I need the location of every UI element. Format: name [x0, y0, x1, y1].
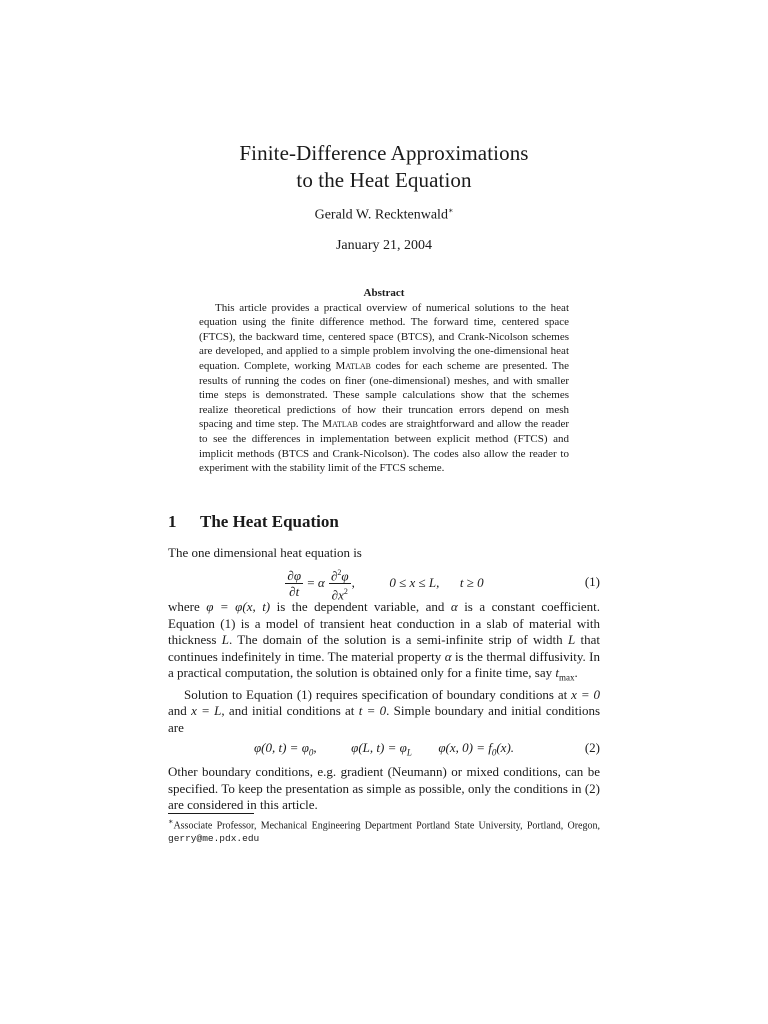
- p2-t0: t = 0: [358, 703, 387, 719]
- abstract: [199, 286, 569, 476]
- p1-tmax-sub: max: [559, 672, 575, 683]
- p1-b: is the dependent variable, and: [270, 599, 451, 614]
- paragraph-3: [168, 764, 600, 814]
- abstract-matlab-1: Matlab: [335, 359, 371, 372]
- equation-1: [168, 565, 600, 601]
- section-heading: [168, 512, 339, 532]
- author-line: [0, 206, 768, 224]
- abstract-body: [199, 301, 569, 476]
- p2-b: and: [168, 703, 192, 719]
- p2-a: Solution to Equation (1) requires specification of boundary conditions at: [184, 686, 572, 702]
- eq2-sub-2: L: [406, 747, 412, 758]
- footnote-rule: [168, 813, 254, 814]
- author-footnote-mark: ∗: [447, 206, 454, 215]
- p2-xL: x = L: [191, 703, 222, 719]
- equation-2-number: (2): [584, 740, 600, 755]
- eq2-part-3: φ(x, 0) = f: [438, 740, 492, 755]
- p1-c: is a constant coefficient. Equation (1) is a model of transient heat conduction in a slab of material with thickness: [168, 599, 600, 648]
- intro-paragraph: [168, 545, 600, 562]
- paragraph-3-text: Other boundary conditions, e.g. gradient (Neumann) or mixed conditions, can be specified. To keep the presentation as simple as possible, only the conditions in (2) are considered in this article.: [168, 764, 600, 813]
- p1-alpha2: α: [444, 648, 452, 664]
- p1-e: that continues indefinitely in time. The material property: [168, 632, 600, 664]
- equation-1-number: (1): [584, 574, 600, 589]
- p1-d: . The domain of the solution is a semi-infinite strip of width: [228, 632, 568, 648]
- p1-L2: L: [567, 632, 576, 648]
- footnote: [168, 815, 600, 845]
- title-line-2: to the Heat Equation: [296, 168, 472, 192]
- eq1-domain: 0 ≤ x ≤ L,: [389, 574, 440, 590]
- title-line-1: Finite-Difference Approximations: [239, 141, 529, 165]
- p2-c: , and initial conditions at: [221, 703, 359, 719]
- equation-2: [168, 740, 600, 760]
- p1-a: where: [168, 599, 207, 614]
- p1-g: .: [574, 665, 578, 681]
- author-name: Gerald W. Recktenwald: [314, 207, 448, 223]
- p1-L1: L: [221, 632, 229, 648]
- p2-x0: x = 0: [571, 686, 601, 702]
- eq2-part-1: φ(0, t) = φ: [253, 740, 309, 755]
- paragraph-1: [168, 599, 600, 736]
- p1-alpha: α: [450, 599, 458, 614]
- p1-f: is the thermal diffusivity. In a practical computation, the solution is obtained only for a finite time, say: [168, 648, 601, 681]
- paragraph-2-text: [168, 687, 600, 737]
- paper-title: [0, 140, 768, 194]
- abstract-text-3: codes are straightforward and allow the reader to see the differences in implementation between explicit method (FTCS) and implicit methods (BTCS and Crank-Nicolson). The codes also allow the reader to experiment with the stability limit of the FTCS scheme.: [199, 418, 569, 475]
- intro-text: The one dimensional heat equation is: [168, 545, 362, 560]
- footnote-mark: ∗: [168, 817, 174, 826]
- eq2-sub-3: 0: [491, 747, 497, 758]
- eq2-part-3b: (x).: [496, 740, 515, 755]
- footnote-text: Associate Professor, Mechanical Engineering Department Portland State University, Portland, Oregon,: [173, 820, 600, 832]
- p1-phi-def: φ = φ(x, t): [206, 599, 271, 614]
- section-number: 1: [168, 512, 177, 531]
- abstract-matlab-2: Matlab: [322, 418, 358, 431]
- date-line: January 21, 2004: [335, 238, 433, 253]
- equation-1-body: $\frac{\partial\varphi}{\partial t}$ = α $\frac{\partial^2\varphi}{\partial x^2}$ , 0 ≤ x ≤ L, t ≥ 0: [168, 565, 600, 603]
- eq2-part-2: φ(L, t) = φ: [351, 740, 407, 755]
- eq1-lhs-fraction: $\frac{\partial\varphi}{\partial t}$: [287, 568, 302, 600]
- abstract-heading: Abstract: [363, 287, 405, 299]
- footnote-email: gerry@me.pdx.edu: [168, 833, 260, 845]
- p1-tmax: t: [555, 665, 559, 681]
- paragraph-1-text: [168, 599, 600, 687]
- eq1-time: t ≥ 0: [459, 574, 484, 590]
- abstract-text-2: codes for each scheme are presented. The results of running the codes on finer (one-dimensional) meshes, and with smaller time steps is demonstrated. These sample calculations show that the schemes realize theoretical predictions of how their truncation errors depend on mesh spacing and time step. The: [199, 359, 570, 431]
- equation-2-body: φ(0, $t) = \varphi_0$, φ(L, $t) = \varphi_L$ φ(x, $0) = f_0(x)$.: [253, 740, 515, 758]
- eq1-rhs-fraction: $\frac{\partial^2\varphi}{\partial x^2}$: [329, 565, 351, 603]
- p2-d: . Simple boundary and initial conditions are: [168, 703, 601, 735]
- abstract-text-1: This article provides a practical overview of numerical solutions to the heat equation using the finite difference method. The forward time, centered space (FTCS), the backward time, centered space (BTCS), and Crank-Nicolson schemes are developed, and applied to a simple problem involving the one-dimensional heat equation. Complete, working: [199, 301, 569, 372]
- eq2-sub-1: 0: [308, 747, 314, 758]
- section-title: The Heat Equation: [200, 512, 339, 531]
